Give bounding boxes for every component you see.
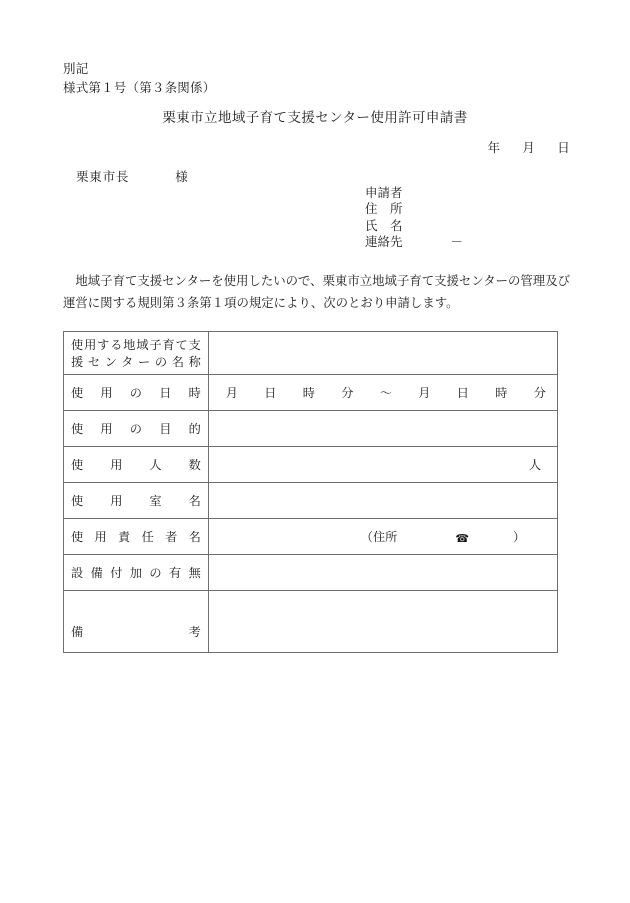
applicant-contact-row — [365, 234, 463, 250]
row-label-equipment — [64, 555, 209, 591]
row-label-text: 使用の目的 — [71, 422, 201, 436]
row-label-text: 使用の日時 — [71, 386, 201, 400]
application-table — [63, 331, 558, 653]
row-label-people-count — [64, 447, 209, 483]
row-value-purpose[interactable] — [209, 411, 558, 447]
applicant-heading: 申請者 — [365, 186, 403, 200]
row-label-line1: 使用する地域子育て支 — [71, 338, 201, 352]
hour-1: 時 — [302, 386, 316, 400]
row-label-center-name — [64, 332, 209, 375]
range-tilde: ～ — [379, 386, 393, 400]
row-value-responsible-person[interactable] — [209, 519, 558, 555]
table-row — [64, 411, 558, 447]
applicant-contact-dash: － — [450, 235, 464, 250]
row-value-people-count[interactable] — [209, 447, 558, 483]
header-note: 別記 — [63, 62, 89, 76]
body-paragraph: 地域子育て支援センターを使用したいので、栗東市立地域子育て支援センターの管理及び運営に関する規則第３条第１項の規定により、次のとおり申請します。 — [63, 274, 570, 310]
row-label-purpose — [64, 411, 209, 447]
date-line — [0, 138, 570, 156]
table-row — [64, 447, 558, 483]
telephone-icon: ☎ — [455, 532, 470, 545]
table-row — [64, 483, 558, 519]
row-label-text: 使用責任者名 — [71, 530, 201, 544]
row-value-remarks[interactable] — [209, 591, 558, 653]
row-value-equipment[interactable] — [209, 555, 558, 591]
row-label-responsible-person — [64, 519, 209, 555]
date-month: 月 — [522, 141, 536, 155]
month-1: 月 — [225, 386, 239, 400]
applicant-block — [365, 185, 463, 251]
responsible-address-hint — [219, 528, 547, 545]
row-label-text: 設備付加の有無 — [71, 566, 201, 580]
page-title: 栗東市立地域子育て支援センター使用許可申請書 — [162, 110, 468, 125]
form-number: 様式第１号（第３条関係） — [63, 81, 216, 95]
row-label-text: 備考 — [71, 625, 201, 639]
row-label-text: 使用室名 — [71, 494, 201, 508]
people-unit: 人 — [528, 458, 541, 472]
applicant-address-label: 住 所 — [365, 202, 403, 217]
paren-close: ） — [513, 530, 526, 544]
date-day: 日 — [557, 141, 570, 155]
addressee-honorific: 様 — [175, 170, 188, 184]
datetime-placeholder — [219, 384, 547, 401]
row-label-remarks — [64, 591, 209, 653]
table-row — [64, 519, 558, 555]
day-2: 日 — [456, 386, 470, 400]
row-value-datetime[interactable] — [209, 375, 558, 411]
applicant-contact-label: 連絡先 — [365, 235, 403, 250]
addressee — [76, 167, 188, 185]
day-1: 日 — [264, 386, 277, 400]
table-row — [64, 332, 558, 375]
row-label-datetime — [64, 375, 209, 411]
addressee-name: 栗東市長 — [76, 170, 130, 184]
minute-1: 分 — [341, 386, 354, 400]
date-year: 年 — [487, 141, 501, 155]
table-row — [64, 591, 558, 653]
applicant-name-label: 氏 名 — [365, 218, 403, 233]
row-value-center-name[interactable] — [209, 332, 558, 375]
table-row — [64, 555, 558, 591]
row-label-room-name — [64, 483, 209, 519]
row-label-line2: 援センターの名称 — [71, 355, 201, 369]
month-2: 月 — [418, 386, 431, 400]
row-label-text: 使用人数 — [71, 458, 201, 472]
paren-open-address: （住所 — [360, 530, 398, 544]
row-value-room-name[interactable] — [209, 483, 558, 519]
minute-2: 分 — [533, 386, 547, 400]
table-row — [64, 375, 558, 411]
hour-2: 時 — [495, 386, 508, 400]
